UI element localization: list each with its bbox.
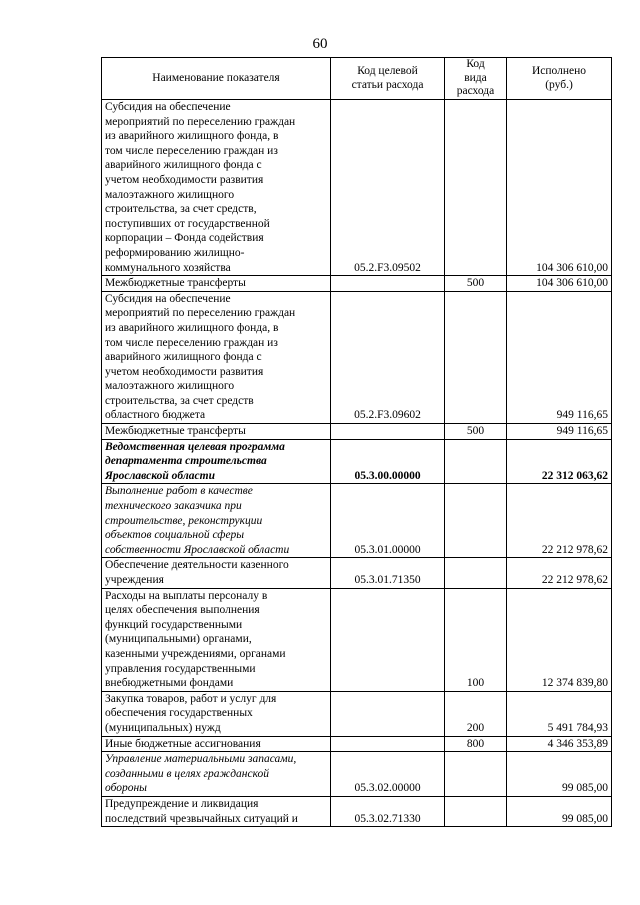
row-target-code-cell: 05.3.01.71350 bbox=[331, 558, 445, 588]
row-amount-cell: 22 212 978,62 bbox=[507, 484, 612, 558]
page-number: 60 bbox=[312, 36, 328, 52]
row-amount-cell: 5 491 784,93 bbox=[507, 691, 612, 736]
row-amount-cell: 949 116,65 bbox=[507, 424, 612, 440]
table-row bbox=[102, 752, 612, 797]
table-row bbox=[102, 439, 612, 484]
row-amount-cell: 104 306 610,00 bbox=[507, 276, 612, 292]
row-target-code-cell: 05.2.F3.09602 bbox=[331, 291, 445, 423]
row-name-cell: Обеспечение деятельности казенного учреждения bbox=[102, 558, 331, 588]
row-kind-code-cell: 500 bbox=[445, 424, 507, 440]
table-row bbox=[102, 276, 612, 292]
row-kind-code-cell bbox=[445, 291, 507, 423]
row-target-code-cell bbox=[331, 691, 445, 736]
row-target-code-cell bbox=[331, 588, 445, 691]
row-amount-cell: 949 116,65 bbox=[507, 291, 612, 423]
expenditure-table bbox=[101, 57, 612, 827]
table-row bbox=[102, 100, 612, 276]
row-amount-cell: 4 346 353,89 bbox=[507, 736, 612, 752]
row-kind-code-cell: 200 bbox=[445, 691, 507, 736]
row-amount-cell: 104 306 610,00 bbox=[507, 100, 612, 276]
row-name-cell: Субсидия на обеспечение мероприятий по переселению граждан из аварийного жилищного фонда, в том числе переселению граждан из аварийного жилищного фонда с учетом необходимости развития малоэтажного жилищного строительства, за счет средств, поступивших от государственной корпорации – Фонда содействия реформированию жилищно- коммунального хозяйства bbox=[102, 100, 331, 276]
table-row bbox=[102, 291, 612, 423]
row-target-code-cell bbox=[331, 424, 445, 440]
table-row bbox=[102, 558, 612, 588]
row-target-code-cell: 05.3.01.00000 bbox=[331, 484, 445, 558]
table-body bbox=[102, 100, 612, 827]
row-target-code-cell bbox=[331, 736, 445, 752]
row-name-cell: Иные бюджетные ассигнования bbox=[102, 736, 331, 752]
row-amount-cell: 22 312 063,62 bbox=[507, 439, 612, 484]
row-kind-code-cell bbox=[445, 558, 507, 588]
row-target-code-cell bbox=[331, 276, 445, 292]
row-name-cell: Межбюджетные трансферты bbox=[102, 424, 331, 440]
row-name-cell: Межбюджетные трансферты bbox=[102, 276, 331, 292]
row-kind-code-cell bbox=[445, 752, 507, 797]
row-kind-code-cell bbox=[445, 484, 507, 558]
row-kind-code-cell: 800 bbox=[445, 736, 507, 752]
row-amount-cell: 99 085,00 bbox=[507, 796, 612, 826]
row-kind-code-cell bbox=[445, 100, 507, 276]
header-amount: Исполнено (руб.) bbox=[507, 58, 612, 100]
row-name-cell: Закупка товаров, работ и услуг для обеспечения государственных (муниципальных) нужд bbox=[102, 691, 331, 736]
row-kind-code-cell bbox=[445, 796, 507, 826]
row-kind-code-cell: 100 bbox=[445, 588, 507, 691]
row-name-cell: Расходы на выплаты персоналу в целях обеспечения выполнения функций государственными (муниципальными) органами, казенными учреждениями, органами управления государственными внебюджетными фондами bbox=[102, 588, 331, 691]
row-amount-cell: 99 085,00 bbox=[507, 752, 612, 797]
row-name-cell: Ведомственная целевая программа департамента строительства Ярославской области bbox=[102, 439, 331, 484]
row-amount-cell: 12 374 839,80 bbox=[507, 588, 612, 691]
table-row bbox=[102, 588, 612, 691]
row-kind-code-cell: 500 bbox=[445, 276, 507, 292]
row-name-cell: Управление материальными запасами, созданными в целях гражданской обороны bbox=[102, 752, 331, 797]
table-row bbox=[102, 796, 612, 826]
table-row bbox=[102, 736, 612, 752]
table-row bbox=[102, 691, 612, 736]
header-target-code: Код целевой статьи расхода bbox=[331, 58, 445, 100]
table-row bbox=[102, 424, 612, 440]
row-amount-cell: 22 212 978,62 bbox=[507, 558, 612, 588]
row-target-code-cell: 05.3.02.71330 bbox=[331, 796, 445, 826]
table-row bbox=[102, 484, 612, 558]
row-target-code-cell: 05.3.02.00000 bbox=[331, 752, 445, 797]
row-name-cell: Выполнение работ в качестве технического заказчика при строительстве, реконструкции объектов социальной сферы собственности Ярославской области bbox=[102, 484, 331, 558]
row-name-cell: Предупреждение и ликвидация последствий чрезвычайных ситуаций и bbox=[102, 796, 331, 826]
row-name-cell: Субсидия на обеспечение мероприятий по переселению граждан из аварийного жилищного фонда, в том числе переселению граждан из аварийного жилищного фонда с учетом необходимости развития малоэтажного жилищного строительства, за счет средств областного бюджета bbox=[102, 291, 331, 423]
table-header-row bbox=[102, 58, 612, 100]
header-indicator-name: Наименование показателя bbox=[102, 58, 331, 100]
header-kind-code: Код вида расхода bbox=[445, 58, 507, 100]
row-target-code-cell: 05.2.F3.09502 bbox=[331, 100, 445, 276]
row-target-code-cell: 05.3.00.00000 bbox=[331, 439, 445, 484]
row-kind-code-cell bbox=[445, 439, 507, 484]
